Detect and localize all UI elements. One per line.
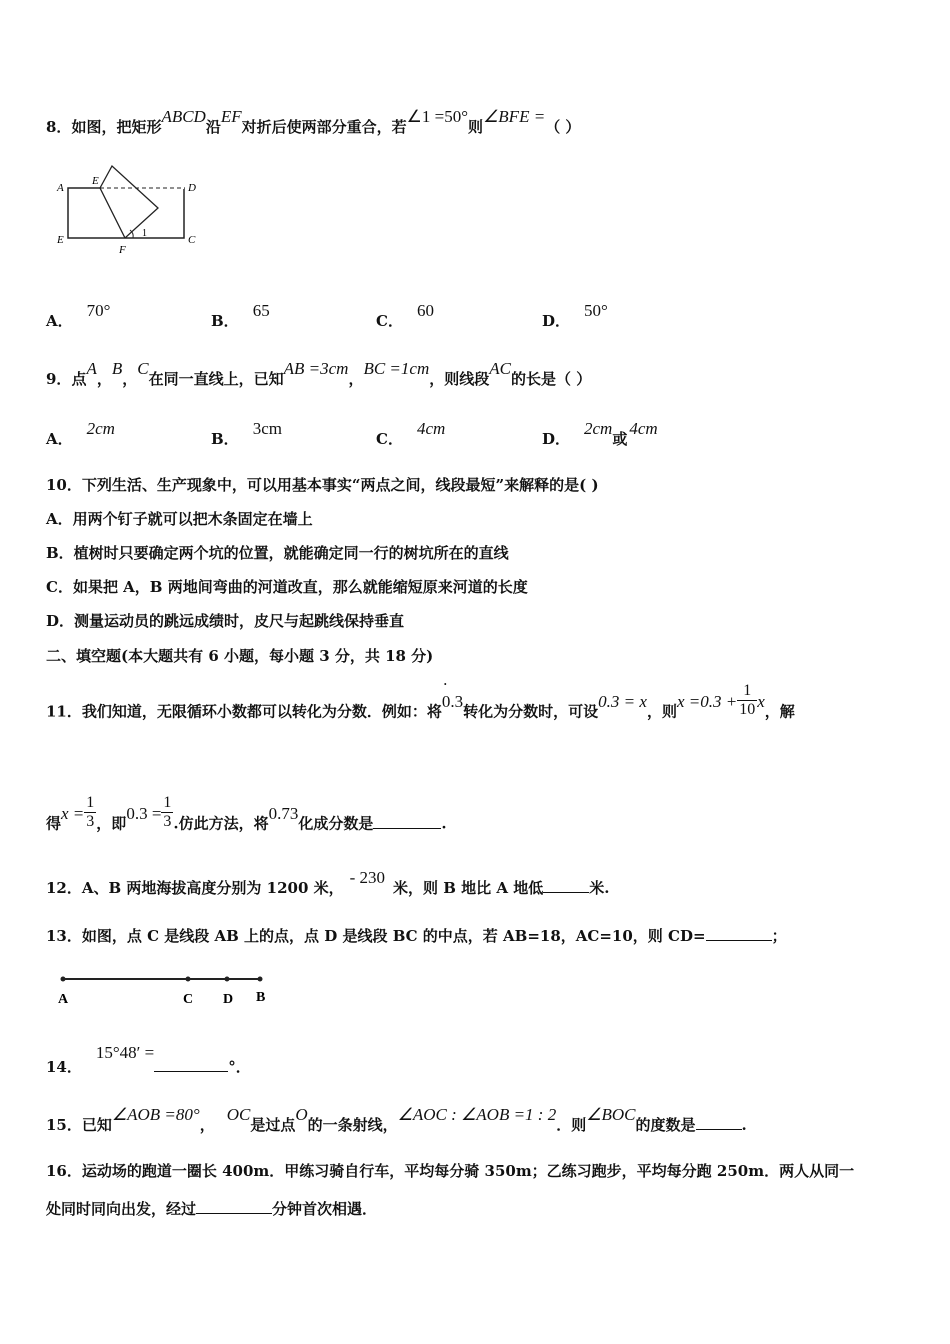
- q8-fold-line: EF: [220, 107, 242, 126]
- q13-label-a: A: [58, 992, 69, 1007]
- q8-label-a: A: [57, 182, 64, 194]
- q12-altitude-b: - 230: [349, 868, 386, 887]
- q14-answer-blank[interactable]: [154, 1057, 228, 1072]
- q11-repeating-decimal: • 0.3: [442, 692, 463, 711]
- q13-label-c: C: [183, 992, 194, 1007]
- q15-answer-blank[interactable]: [696, 1115, 742, 1130]
- q9-bc-length: BC =1cm: [363, 359, 430, 378]
- q8-option-d[interactable]: D．50°: [542, 301, 608, 330]
- q16-line1: 16．运动场的跑道一圈长 400m．甲练习骑自行车，平均每分骑 350m；乙练习跑步，平均每分跑 250m．两人从同一: [46, 1162, 855, 1180]
- q10-option-a[interactable]: A．用两个钉子就可以把木条固定在墙上: [46, 510, 313, 528]
- q13-segment-figure: [55, 970, 285, 1010]
- q13-point-a: [61, 977, 66, 982]
- q8-rect-name: ABCD: [161, 107, 206, 126]
- q8-label-f: F: [119, 244, 126, 255]
- q15-stem: 15．已知∠AOB =80°，OC是过点O的一条射线，∠AOC : ∠AOB =1 : 2．则∠BOC的度数是 .: [46, 1105, 747, 1134]
- q13-point-c: [186, 977, 191, 982]
- q13-label-b: B: [256, 990, 266, 1005]
- q8-option-b[interactable]: B．65: [211, 301, 270, 330]
- q8-label-d: D: [188, 182, 196, 194]
- q8-label-1: 1: [142, 228, 147, 239]
- q8-option-a[interactable]: A．70°: [46, 301, 111, 330]
- q8-label-bottom-left: E: [57, 234, 64, 246]
- section-heading-fill-blank: 二、填空题(本大题共有 6 小题，每小题 3 分，共 18 分): [46, 647, 434, 665]
- q11-fraction-1-10: $\frac{1}{10}$: [739, 682, 756, 718]
- q11-fraction-1-3-a: $\frac{1}{3}$: [86, 794, 95, 830]
- q11-fraction-1-3-b: $\frac{1}{3}$: [163, 794, 172, 830]
- q9-option-d[interactable]: D．2cm或4cm: [542, 419, 658, 448]
- q9-ab-length: AB =3cm: [283, 359, 349, 378]
- q8-folded-flap: [100, 166, 158, 238]
- q15-ratio: ∠AOC : ∠AOB =1 : 2: [397, 1105, 557, 1124]
- q8-figure: [55, 160, 205, 255]
- q13-answer-blank[interactable]: [706, 926, 772, 941]
- q8-rectangle: [68, 188, 184, 238]
- q11-line1: 11．我们知道，无限循环小数都可以转化为分数．例如：将• 0.3转化为分数时，可设0.3 = x，则x =0.3 + $\frac{1}{10}$ x，解: [46, 694, 795, 731]
- q8-label-c: C: [188, 234, 196, 246]
- q8-label-e-top: E: [92, 175, 99, 187]
- q8-angle-bfe: ∠BFE =: [483, 107, 546, 126]
- q10-option-c[interactable]: C．如果把 A，B 两地间弯曲的河道改直，那么就能缩短原来河道的长度: [46, 578, 528, 596]
- q10-option-d[interactable]: D．测量运动员的跳远成绩时，皮尺与起跳线保持垂直: [46, 612, 405, 630]
- q8-stem: 8．如图，把矩形ABCD沿EF对折后使两部分重合，若∠1 =50°则∠BFE =（ ）: [46, 107, 581, 136]
- q9-stem: 9．点A，B，C在同一直线上，已知AB =3cm，BC =1cm，则线段AC的长是（ ）: [46, 359, 592, 388]
- q10-option-b[interactable]: B．植树时只要确定两个坑的位置，就能确定同一行的树坑所在的直线: [46, 544, 509, 562]
- q13-point-b: [258, 977, 263, 982]
- q12-answer-blank[interactable]: [543, 878, 589, 893]
- q8-angle1: ∠1 =50°: [406, 107, 469, 126]
- q13-point-d: [225, 977, 230, 982]
- q8-ef-segment: [100, 188, 125, 238]
- q16-line2: 处同时同向出发，经过 分钟首次相遇．: [46, 1200, 378, 1218]
- q10-stem: 10．下列生活、生产现象中，可以用基本事实“两点之间，线段最短”来解释的是( ): [46, 476, 599, 494]
- q8-number: 8．: [46, 118, 72, 136]
- q11-answer-blank[interactable]: [373, 814, 441, 829]
- q15-angle-aob: ∠AOB =80°: [111, 1105, 200, 1124]
- q13-stem: 13．如图，点 C 是线段 AB 上的点，点 D 是线段 BC 的中点，若 AB=18，AC=10，则 CD= ；: [46, 927, 787, 945]
- q11-target-decimal: 0.73: [268, 803, 299, 823]
- q16-answer-blank[interactable]: [196, 1199, 272, 1214]
- q13-label-d: D: [223, 992, 234, 1007]
- q14-angle-value: 15°48′ =: [95, 1043, 155, 1062]
- q12-stem: 12．A、B 两地海拔高度分别为 1200 米，- 230米，则 B 地比 A 地低 米.: [46, 868, 610, 897]
- q11-line2: 得x = $\frac{1}{3}$ ，即0.3 = $\frac{1}{3}$ .仿此方法，将0.73化成分数是 .: [46, 794, 447, 833]
- q9-option-a[interactable]: A．2cm: [46, 419, 115, 448]
- q14-stem: 14．15°48′ =°．: [46, 1043, 251, 1076]
- q9-number: 9．: [46, 370, 72, 388]
- q9-option-b[interactable]: B．3cm: [211, 419, 282, 448]
- q9-option-c[interactable]: C．4cm: [376, 419, 446, 448]
- q8-option-c[interactable]: C．60: [376, 301, 434, 330]
